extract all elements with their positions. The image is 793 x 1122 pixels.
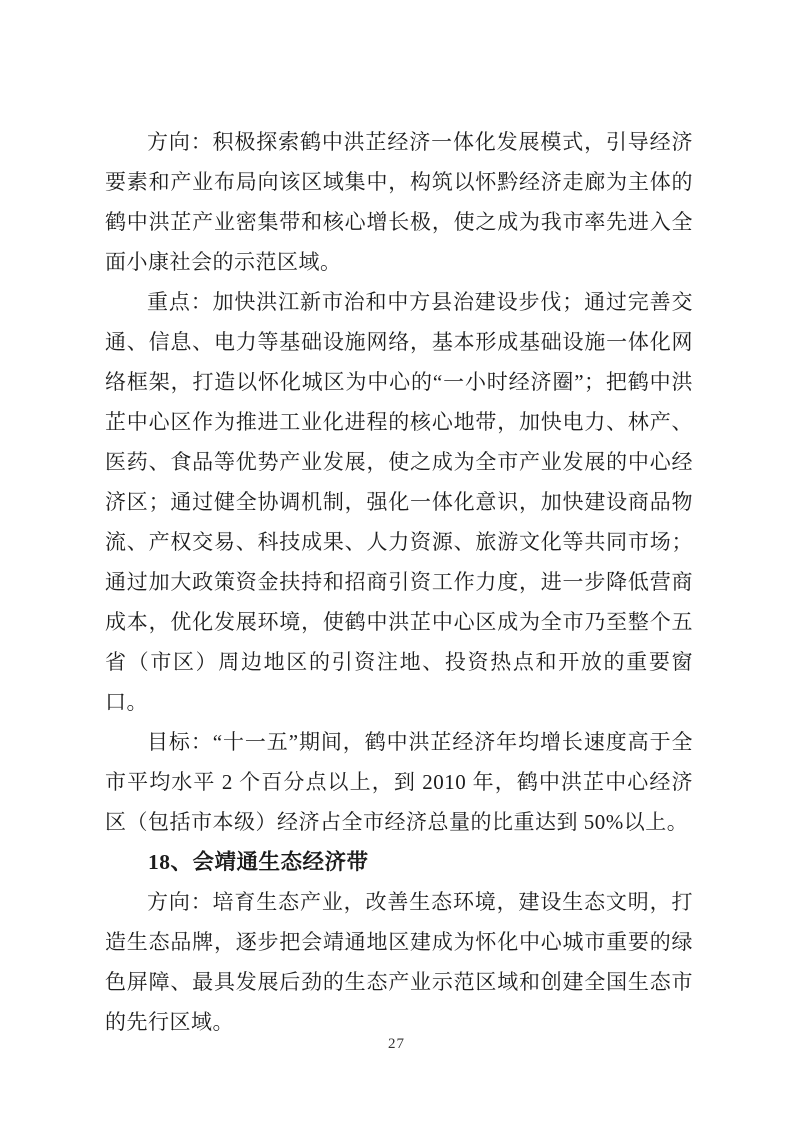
paragraph-direction-hezhonghongzhi: 方向：积极探索鹤中洪芷经济一体化发展模式，引导经济要素和产业布局向该区域集中，构筑以怀黔经济走廊为主体的鹤中洪芷产业密集带和核心增长极，使之成为我市率先进入全面小康社会的示范区域。 <box>105 130 693 274</box>
document-text-block <box>105 122 693 1042</box>
section-heading-18: 18、会靖通生态经济带 <box>148 850 369 874</box>
paragraph-key-points: 重点：加快洪江新市治和中方县治建设步伐；通过完善交通、信息、电力等基础设施网络，基本形成基础设施一体化网络框架，打造以怀化城区为中心的“一小时经济圈”；把鹤中洪芷中心区作为推进工业化进程的核心地带，加快电力、林产、医药、食品等优势产业发展，使之成为全市产业发展的中心经济区；通过健全协调机制，强化一体化意识，加快建设商品物流、产权交易、科技成果、人力资源、旅游文化等共同市场；通过加大政策资金扶持和招商引资工作力度，进一步降低营商成本，优化发展环境，使鹤中洪芷中心区成为全市乃至整个五省（市区）周边地区的引资注地、投资热点和开放的重要窗口。 <box>105 290 693 714</box>
page-number: 27 <box>388 1036 405 1052</box>
paragraph-direction-huijingtong: 方向：培育生态产业，改善生态环境，建设生态文明，打造生态品牌，逐步把会靖通地区建成为怀化中心城市重要的绿色屏障、最具发展后劲的生态产业示范区域和创建全国生态市的先行区域。 <box>105 890 693 1034</box>
paragraph-goals: 目标：“十一五”期间，鹤中洪芷经济年均增长速度高于全市平均水平 2 个百分点以上，到 2010 年，鹤中洪芷中心经济区（包括市本级）经济占全市经济总量的比重达到 50%以上。 <box>105 730 693 834</box>
